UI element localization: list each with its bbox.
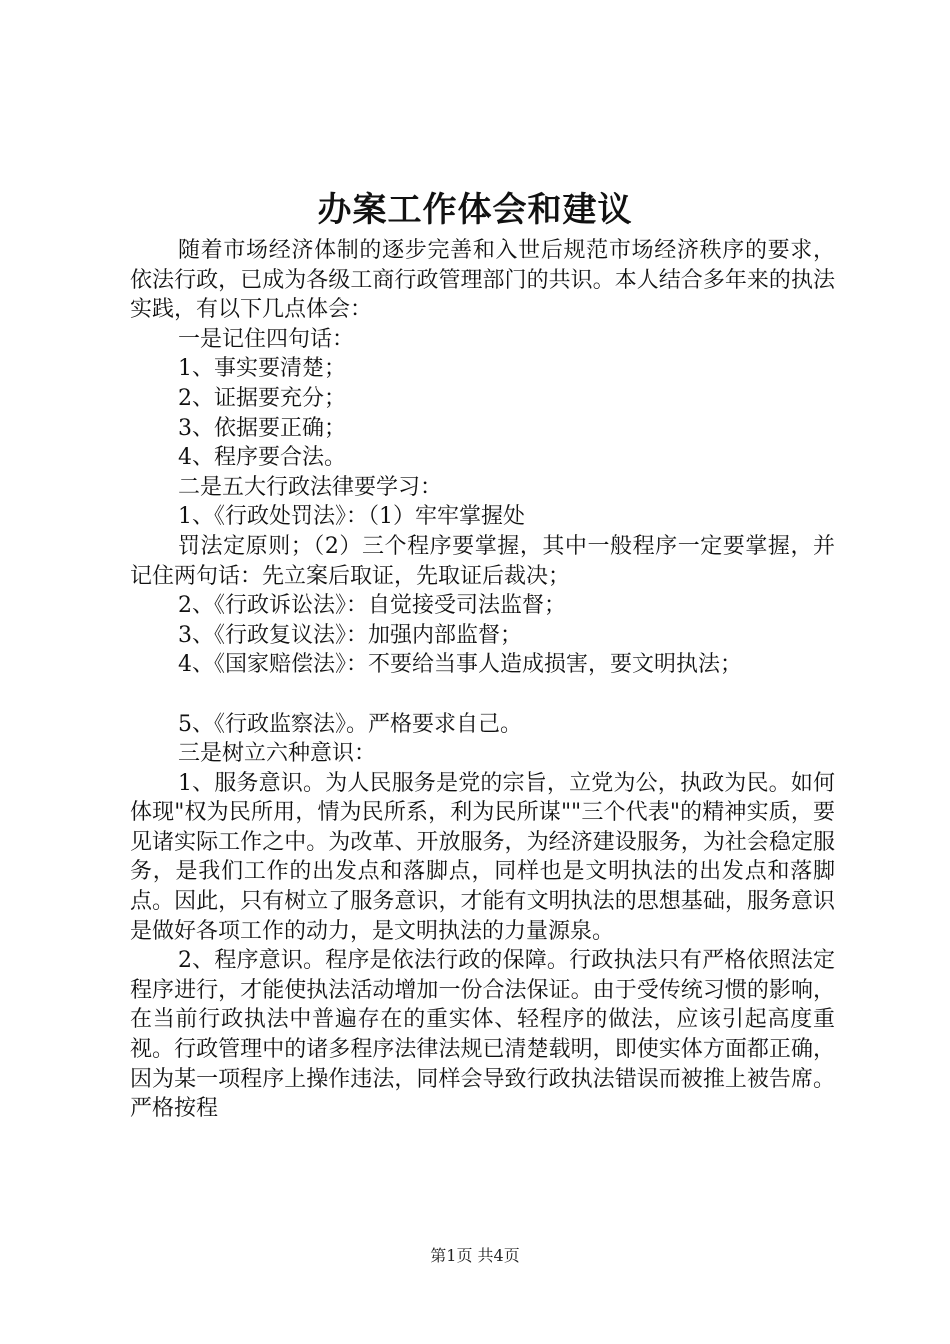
- page-title: 办案工作体会和建议: [317, 190, 633, 230]
- paragraph-item-continued: 罚法定原则；（2）三个程序要掌握，其中一般程序一定要掌握，并记住两句话：先立案后取证，先取证后裁决；: [130, 533, 835, 589]
- paragraph-item: 2、证据要充分；: [178, 385, 346, 411]
- paragraph-section-1-heading: 一是记住四句话：: [178, 326, 355, 352]
- paragraph-item: 5、《行政监察法》。严格要求自己。: [178, 711, 522, 737]
- paragraph-section-3-heading: 三是树立六种意识：: [178, 741, 377, 767]
- paragraph-item: 4、《国家赔偿法》：不要给当事人造成损害，要文明执法；: [178, 652, 742, 678]
- paragraph-item: 1、事实要清楚；: [178, 356, 346, 382]
- paragraph-section-2-heading: 二是五大行政法律要学习：: [178, 474, 443, 500]
- blank-line: [130, 680, 835, 710]
- page-footer: 第1页 共4页: [430, 1246, 520, 1265]
- paragraph-intro: 随着市场经济体制的逐步完善和入世后规范市场经济秩序的要求，依法行政，已成为各级工商行政管理部门的共识。本人结合多年来的执法实践，有以下几点体会：: [130, 238, 835, 323]
- paragraph-item: 3、《行政复议法》：加强内部监督；: [178, 622, 522, 648]
- paragraph-item: 3、依据要正确；: [178, 415, 346, 441]
- paragraph-service-awareness: 1、服务意识。为人民服务是党的宗旨，立党为公，执政为民。如何体现"权为民所用，情为民所系，利为民所谋""三个代表"的精神实质，要见诸实际工作之中。为改革、开放服务，为经济建设服务，为社会稳定服务，是我们工作的出发点和落脚点，同样也是文明执法的出发点和落脚点。因此，只有树立了服务意识，才能有文明执法的思想基础，服务意识是做好各项工作的动力，是文明执法的力量源泉。: [130, 770, 835, 944]
- paragraph-procedure-awareness: 2、程序意识。程序是依法行政的保障。行政执法只有严格依照法定程序进行，才能使执法活动增加一份合法保证。由于受传统习惯的影响，在当前行政执法中普遍存在的重实体、轻程序的做法，应该引起高度重视。行政管理中的诸多程序法律法规已清楚载明，即使实体方面都正确，因为某一项程序上操作违法，同样会导致行政执法错误而被推上被告席。严格按程: [130, 948, 835, 1122]
- document-body: [130, 236, 835, 1124]
- paragraph-item: 4、程序要合法。: [178, 445, 346, 471]
- paragraph-item: 1、《行政处罚法》：（1）牢牢掌握处: [178, 504, 525, 530]
- paragraph-item: 2、《行政诉讼法》：自觉接受司法监督；: [178, 593, 566, 619]
